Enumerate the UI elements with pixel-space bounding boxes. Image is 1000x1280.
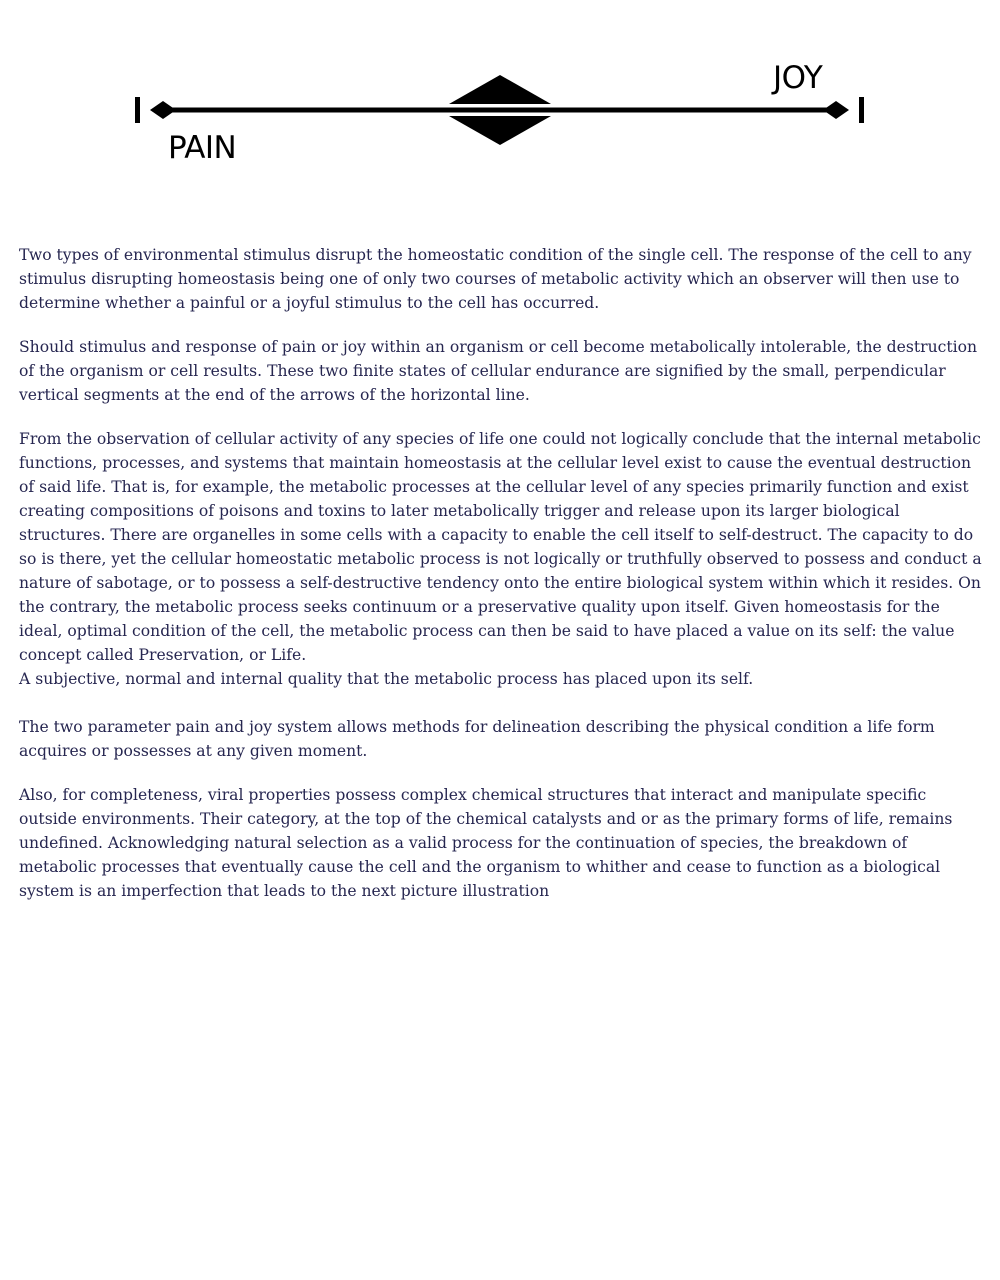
paragraph-two-parameter: The two parameter pain and joy system allows methods for delineation describing the physical condition a life form acquires or possesses at any given moment.	[19, 718, 935, 760]
pain-label: PAIN	[168, 130, 237, 166]
body-text	[19, 243, 985, 923]
paragraph-endurance: Should stimulus and response of pain or joy within an organism or cell become metabolically intolerable, the destruction of the organism or cell results. These two finite states of cellular endurance are signified by the small, perpendicular vertical segments at the end of the arrows of the horizontal line.	[19, 338, 978, 404]
paragraph-observation: From the observation of cellular activity of any species of life one could not logically conclude that the internal metabolic functions, processes, and systems that maintain homeostasis at the cellular level exist to cause the eventual destruction of said life. That is, for example, the metabolic processes at the cellular level of any species primarily function and exist creating compositions of poisons and toxins to later metabolically trigger and release upon its larger biological structures. There are organelles in some cells with a capacity to enable the cell itself to self-destruct. The capacity to do so is there, yet the cellular homeostatic metabolic process is not logically or truthfully observed to possess and conduct a nature of sabotage, or to possess a self-destructive tendency onto the entire biological system within which it resides. On the contrary, the metabolic process seeks continuum or a preservative quality upon itself. Given homeostasis for the ideal, optimal condition of the cell, the metabolic process can then be said to have placed a value on its self: the value concept called Preservation, or Life.	[19, 430, 982, 664]
joy-limit-segment	[859, 97, 864, 123]
joy-arrowhead	[823, 101, 849, 119]
pain-limit-segment	[135, 97, 140, 123]
pain-joy-diagram	[0, 0, 1000, 200]
paragraph-stimulus: Two types of environmental stimulus disrupt the homeostatic condition of the single cell. The response of the cell to any stimulus disrupting homeostasis being one of only two courses of metabolic activity which an observer will then use to determine whether a painful or a joyful stimulus to the cell has occurred.	[19, 246, 972, 312]
joy-label: JOY	[773, 60, 823, 96]
center-balance-diamond-bottom	[449, 116, 551, 145]
pain-joy-axis-line	[163, 108, 836, 113]
center-balance-diamond-top	[449, 75, 551, 104]
paragraph-subjective-quality: A subjective, normal and internal quality that the metabolic process has placed upon its self.	[19, 670, 754, 688]
paragraph-viral: Also, for completeness, viral properties possess complex chemical structures that interact and manipulate specific outside environments. Their category, at the top of the chemical catalysts and or as the primary forms of life, remains undefined. Acknowledging natural selection as a valid process for the continuation of species, the breakdown of metabolic processes that eventually cause the cell and the organism to whither and cease to function as a biological system is an imperfection that leads to the next picture illustration	[19, 786, 953, 900]
